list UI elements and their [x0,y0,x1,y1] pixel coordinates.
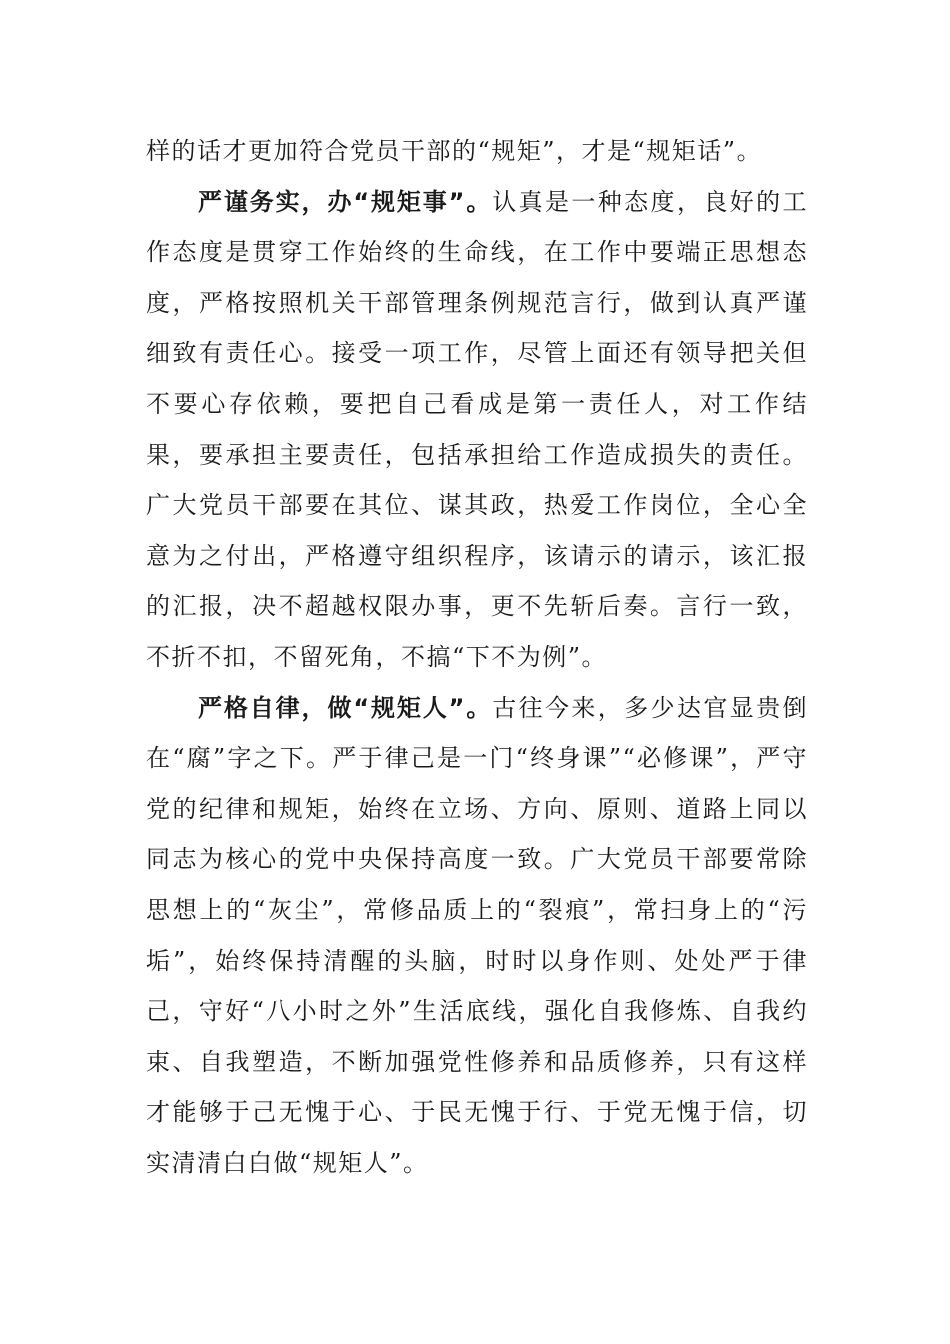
paragraph-text: 样的话才更加符合党员干部的“规矩”，才是“规矩话”。 [146,137,763,165]
paragraph-heading: 严格自律，做“规矩人”。 [198,693,493,722]
paragraph-self-discipline [146,683,808,1189]
document-body [146,126,808,1188]
paragraph-heading: 严谨务实，办“规矩事”。 [198,187,493,216]
paragraph-rigorous-practical [146,177,808,683]
paragraph-text: 古往今来，多少达官显贵倒在“腐”字之下。严于律己是一门“终身课”“必修课”，严守党的纪律和规矩，始终在立场、方向、原则、道路上同以同志为核心的党中央保持高度一致。广大党员干部要常除思想上的“灰尘”，常修品质上的“裂痕”，常扫身上的“污垢”，始终保持清醒的头脑，时时以身作则、处处严于律己，守好“八小时之外”生活底线，强化自我修炼、自我约束、自我塑造，不断加强党性修养和品质修养，只有这样才能够于己无愧于心、于民无愧于行、于党无愧于信，切实清清白白做“规矩人”。 [146,693,808,1177]
paragraph-continuation [146,126,808,177]
paragraph-text: 认真是一种态度，良好的工作态度是贯穿工作始终的生命线，在工作中要端正思想态度，严格按照机关干部管理条例规范言行，做到认真严谨细致有责任心。接受一项工作，尽管上面还有领导把关但不要心存依赖，要把自己看成是第一责任人，对工作结果，要承担主要责任，包括承担给工作造成损失的责任。广大党员干部要在其位、谋其政，热爱工作岗位，全心全意为之付出，严格遵守组织程序，该请示的请示，该汇报的汇报，决不超越权限办事，更不先斩后奏。言行一致，不折不扣，不留死角，不搞“下不为例”。 [146,187,808,671]
